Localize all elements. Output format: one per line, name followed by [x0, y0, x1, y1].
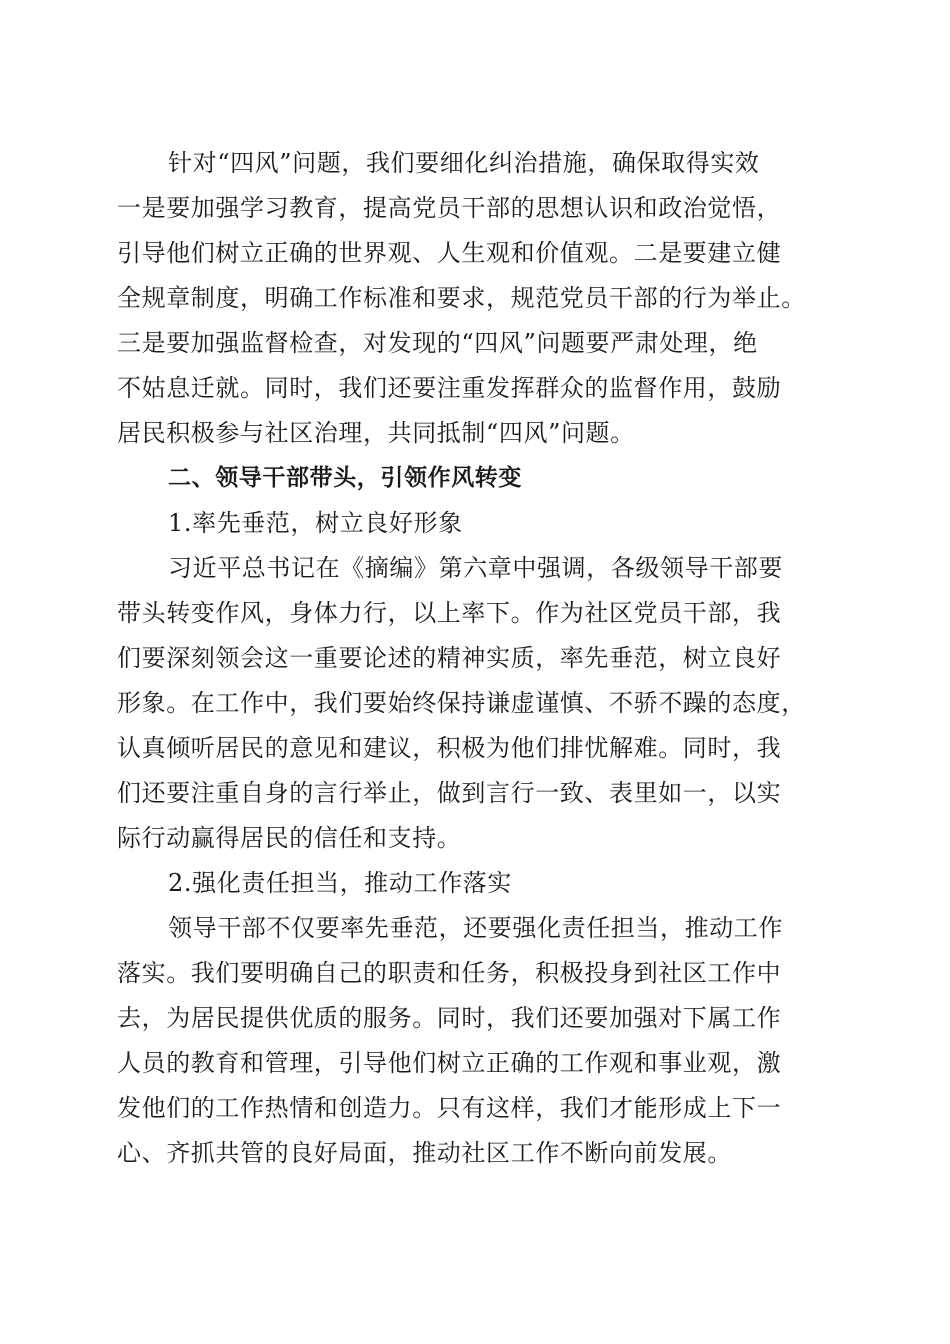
paragraph-line: 针对“四风”问题，我们要细化纠治措施，确保取得实效: [168, 149, 760, 177]
paragraph-line: 一是要加强学习教育，提高党员干部的思想认识和政治觉悟，: [117, 194, 782, 222]
paragraph-line: 们还要注重自身的言行举止，做到言行一致、表里如一，以实: [117, 779, 782, 807]
paragraph-line: 不姑息迁就。同时，我们还要注重发挥群众的监督作用，鼓励: [117, 374, 782, 402]
paragraph-line: 领导干部不仅要率先垂范，还要强化责任担当，推动工作: [168, 914, 783, 942]
paragraph-line: 际行动赢得居民的信任和支持。: [117, 824, 462, 852]
paragraph-line: 发他们的工作热情和创造力。只有这样，我们才能形成上下一: [117, 1094, 782, 1122]
paragraph-line: 心、齐抓共管的良好局面，推动社区工作不断向前发展。: [117, 1139, 732, 1167]
paragraph-line: 去，为居民提供优质的服务。同时，我们还要加强对下属工作: [117, 1004, 782, 1032]
paragraph-line: 人员的教育和管理，引导他们树立正确的工作观和事业观，激: [117, 1049, 782, 1077]
paragraph-line: 认真倾听居民的意见和建议，积极为他们排忧解难。同时，我: [117, 734, 782, 762]
subsection-title: 2.强化责任担当，推动工作落实: [168, 869, 512, 897]
section-heading: 二、领导干部带头，引领作风转变: [168, 465, 522, 491]
paragraph-line: 三是要加强监督检查，对发现的“四风”问题要严肃处理，绝: [117, 329, 758, 357]
paragraph-line: 全规章制度，明确工作标准和要求，规范党员干部的行为举止。: [117, 284, 806, 312]
paragraph-line: 引导他们树立正确的世界观、人生观和价值观。二是要建立健: [117, 239, 782, 267]
paragraph-line: 带头转变作风，身体力行，以上率下。作为社区党员干部，我: [117, 599, 782, 627]
paragraph-line: 居民积极参与社区治理，共同抵制“四风”问题。: [117, 419, 635, 447]
subsection-title: 1.率先垂范，树立良好形象: [168, 509, 463, 537]
paragraph-line: 形象。在工作中，我们要始终保持谦虚谨慎、不骄不躁的态度，: [117, 689, 806, 717]
paragraph-line: 习近平总书记在《摘编》第六章中强调，各级领导干部要: [168, 554, 783, 582]
paragraph-line: 落实。我们要明确自己的职责和任务，积极投身到社区工作中: [117, 959, 782, 987]
paragraph-line: 们要深刻领会这一重要论述的精神实质，率先垂范，树立良好: [117, 644, 782, 672]
